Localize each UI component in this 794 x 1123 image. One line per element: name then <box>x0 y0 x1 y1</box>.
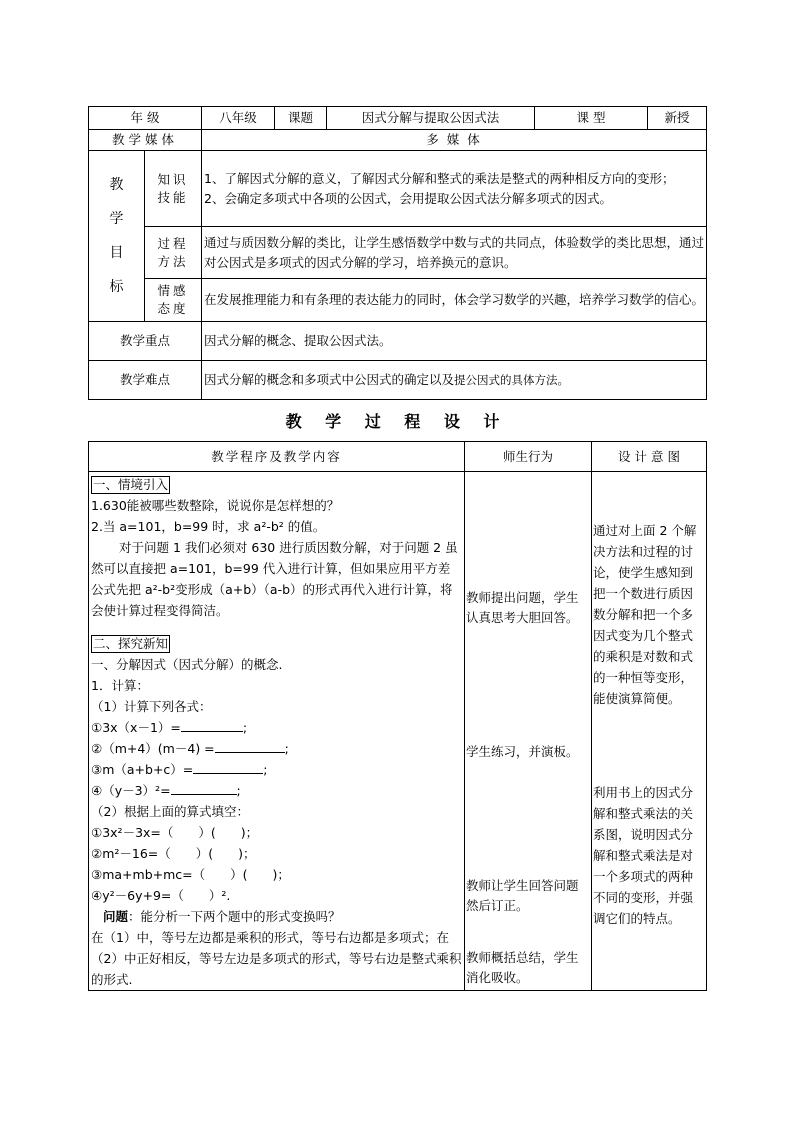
answer-blank <box>171 782 237 795</box>
answer-blank <box>181 719 243 732</box>
goal-sub-label: 过程 方法 <box>145 227 202 279</box>
type-label: 课 型 <box>535 107 648 130</box>
lesson-info-table <box>88 106 707 400</box>
grade-value: 八年级 <box>202 107 275 130</box>
grade-label: 年 级 <box>89 107 202 130</box>
calc-instruction: （1）计算下列各式： <box>91 699 212 714</box>
goals-label-char: 标 <box>109 279 124 295</box>
fill-expr: ③ma+mb+mc=（ ）( )； <box>91 867 290 882</box>
fill-expr: ①3x²－3x=（ ）( )； <box>91 825 259 840</box>
key-point-label: 教学重点 <box>89 322 202 361</box>
answer-paragraph: 在（1）中，等号左边都是乘积的形式，等号右边都是多项式；在（2）中正好相反，等号左边是多项式的形式，等号右边是整式乘积的形式. <box>91 930 462 987</box>
expr: ②（m+4）(m－4) = <box>91 741 215 756</box>
media-value: 多 媒 体 <box>202 130 707 151</box>
goal-sub-label: 知识 技能 <box>145 151 202 227</box>
col-header-intent: 设 计 意 图 <box>592 442 707 472</box>
type-value: 新授 <box>648 107 707 130</box>
expr-line: ③m（a+b+c）= ; <box>91 762 268 777</box>
action-item: 学生练习，并演板。 <box>466 744 579 759</box>
expr-line: ④（y－3）²= ; <box>91 783 241 798</box>
expr: ③m（a+b+c）= <box>91 762 194 777</box>
col-header-actions: 师生行为 <box>465 442 592 472</box>
goal-sub-label: 情感 态度 <box>145 279 202 322</box>
calc-heading: 1．计算： <box>91 678 149 693</box>
question-text: ：能分析一下两个题中的形式变换吗？ <box>128 909 341 924</box>
action-item: 教师概括总结，学生消化吸收。 <box>466 950 579 985</box>
design-intent <box>592 472 707 991</box>
difficulty-text <box>202 361 707 400</box>
topic-label: 课题 <box>275 107 327 130</box>
goals-label-char: 目 <box>109 245 124 261</box>
topic-value: 因式分解与提取公因式法 <box>327 107 535 130</box>
question-label: 问题 <box>103 909 129 924</box>
process-table <box>88 441 707 991</box>
section-intro-title: 一、情境引入 <box>93 477 169 492</box>
expr-line: ①3x（x－1）= ; <box>91 720 248 735</box>
goal-text: 1、了解因式分解的意义，了解因式分解和整式的乘法是整式的两种相反方向的变形； 2、会确定多项式中各项的公因式，会用提取公因式法分解多项式的因式。 <box>202 151 707 227</box>
process-content <box>89 472 465 991</box>
process-title: 教 学 过 程 设 计 <box>285 412 509 431</box>
expr-line: ②（m+4）(m－4) = ; <box>91 741 289 756</box>
goals-label <box>89 151 145 322</box>
fill-instruction: （2）根据上面的算式填空： <box>91 804 249 819</box>
difficulty-text-b: 提公因式的具体方法。 <box>454 373 570 387</box>
difficulty-text-a: 因式分解的概念和多项式中公因式的确定以及 <box>204 372 455 387</box>
difficulty-label: 教学难点 <box>89 361 202 400</box>
fill-expr: ④y²－6y+9=（ ）². <box>91 888 231 903</box>
goal-text: 通过与质因数分解的类比，让学生感悟数学中数与式的共同点，体验数学的类比思想，通过对公因式是多项式的因式分解的学习，培养换元的意识。 <box>202 227 707 279</box>
col-header-content: 教学程序及教学内容 <box>89 442 465 472</box>
question-1: 1.630能被哪些数整除，说说你是怎样想的？ <box>91 498 340 513</box>
intent-item: 通过对上面 2 个解决方法和过程的讨论，使学生感知到把一个数进行质因数分解和把一个多因式变为几个整式的乘积是对数和式的一种恒等变形，能使演算简便。 <box>593 523 697 706</box>
section-explore-title: 二、探究新知 <box>93 636 169 651</box>
key-point-text: 因式分解的概念、提取公因式法。 <box>202 322 707 361</box>
concept-heading: 一、分解因式（因式分解）的概念. <box>91 657 283 672</box>
answer-blank <box>193 761 263 774</box>
expr: ①3x（x－1）= <box>91 720 181 735</box>
action-item: 教师提出问题，学生认真思考大胆回答。 <box>466 590 579 625</box>
fill-expr: ②m²－16=（ ）( )； <box>91 846 256 861</box>
question-2: 2.当 a=101，b=99 时，求 a²-b² 的值。 <box>91 519 326 534</box>
intro-paragraph: 对于问题 1 我们必须对 630 进行质因数分解，对于问题 2 虽然可以直接把 a=101，b=99 代入进行计算，但如果应用平方差公式先把 a²-b²变形成（a+b）（a-b）的形式再代入进行计算，将会使计算过程变得简洁。 <box>91 540 458 618</box>
answer-blank <box>215 740 285 753</box>
goal-text: 在发展推理能力和有条理的表达能力的同时，体会学习数学的兴趣，培养学习数学的信心。 <box>202 279 707 322</box>
media-label: 教学媒体 <box>89 130 202 151</box>
teacher-student-actions <box>465 472 592 991</box>
expr: ④（y－3）²= <box>91 783 171 798</box>
action-item: 教师让学生回答问题然后订正。 <box>466 878 579 913</box>
goals-label-char: 学 <box>109 211 124 227</box>
goals-label-char: 教 <box>109 177 124 193</box>
intent-item: 利用书上的因式分解和整式乘法的关系图，说明因式分解和整式乘法是对一个多项式的两种不同的变形，并强调它们的特点。 <box>593 785 694 926</box>
